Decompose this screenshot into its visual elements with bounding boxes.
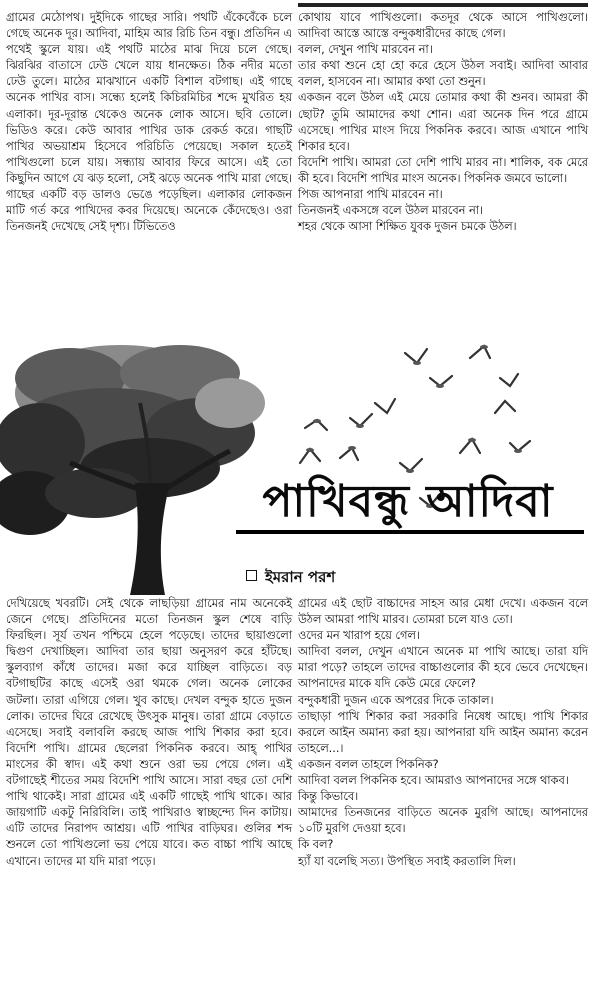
paragraph: আদিবা বলল, দেখুন এখানে অনেক মা পাখি আছে। তারা যদি মারা পড়ে? তাহলে তাদের বাচ্চাগুলোর কী হবে ভেবে দেখেছেন। আপনাদের মাকে যদি কেউ মেরে ফেলে? [298, 645, 588, 691]
paragraph: দেখিয়েছে খবরটি। সেই থেকে লাছড়িয়া গ্রামের নাম অনেকেই জেনে গেছে। প্রতিদিনের মতো তিনজন স্কুল শেষে বাড়ি ফিরছিল। সূর্য তখন পশ্চিমে হেলে পড়েছে। তাদের ছায়াগুলো দ্বিগুণ দেখাচ্ছিল। আদিবা তার ছায়া অনুসরণ করে হাঁটছে। স্কুলব্যাগ কাঁধে তাদের। মজা করে যাচ্ছিল বাড়িতে। বড় বটগাছটির কাছে এসেই ওরা থমকে গেল। অনেক লোকের জটলা। তারা এগিয়ে গেল। খুব কাছে। দেখল বন্দুক হাতে দুজন লোক। তাদের ঘিরে রেখেছে উৎসুক মানুষ। তারা গ্রামে বেড়াতে এসেছে। সবাই বলাবলি করছে আজ পাখি শিকার করা হবে। বিদেশি পাখি। গ্রামের ছেলেরা পিকনিক করবে। আহ্ পাখির মাংসের কী স্বাদ। এই কথা শুনে ওরা ভয় পেয়ে গেল। এই বটগাছেই শীতের সময় বিদেশি পাখি আসে। সারা বছর তো দেশি পাখি থাকেই। সারা গ্রামের এই একটি গাছেই পাখি থাকে। আর জায়গাটি একটু নিরিবিলি। তাই পাখিরাও স্বাচ্ছন্দ্যে দিন কাটায়। এটি তাদের নিরাপদ আশ্রয়। এটি পাখির বাড়িঘর। গুলির শব্দ শুনলে তো পাখিগুলো ভয় পেয়ে যাবে। কত বাচ্চা পাখি আছে এখানে। তাদের মা যদি মারা পড়ে। [6, 597, 292, 868]
paragraph: একজন বলল তাহলে পিকনিক? [298, 757, 439, 771]
title-underline [236, 530, 584, 534]
tree-and-birds-illustration [0, 333, 597, 595]
article-title: পাখিবন্ধু আদিবা [262, 476, 554, 527]
paragraph: আমাদের তিনজনের বাড়িতে অনেক মুরগি আছে। আপনাদের ১০টি মুরগি দেওয়া হবে। [298, 806, 588, 836]
paragraph: গ্রামের মেঠোপথ। দুইদিকে গাছের সারি। পথটি এঁকেবেঁকে চলে গেছে অনেক দূর। আদিবা, মাহিম আর রিচি তিন বন্ধু। প্রতিদিন এ পথেই স্কুলে যায়। এই পথটি মাঠের মাঝ দিয়ে চলে গেছে। ঝিরঝির বাতাসে ঢেউ খেলে যায় ধানক্ষেত। ঠিক নদীর মতো ঢেউ তুলে। মাঠের মাঝখানে একটি বিশাল বটগাছ। এই গাছে অনেক পাখির বাস। সন্ধ্যে হলেই কিচিরমিচির শব্দে মুখরিত হয় এলাকা। দূর-দূরান্ত থেকেও অনেক লোক আসে। ছবি তোলে। ভিডিও করে। কেউ আবার পাখির ডাক রেকর্ড করে। গাছটি পাখির অভয়াশ্রম হিসেবে পরিচিতি পেয়েছে। সকাল হতেই পাখিগুলো চলে যায়। সন্ধ্যায় আবার ফিরে আসে। এই তো কিছুদিন আগে যে ঝড় হলো, সেই ঝড়ে অনেক পাখি মারা গেছে। গাছের একটি বড় ডালও ভেঙে পড়েছিল। এলাকার লোকজন মাটি গর্ত করে পাখিদের কবর দিয়েছে। অনেকে কেঁদেছেও। ওরা তিনজনই দেখেছে সেই দৃশ্য। টিভিতেও [6, 11, 292, 234]
header-rule [298, 3, 588, 7]
column-top-left [6, 10, 292, 235]
paragraph: একজন বলে উঠল এই মেয়ে তোমার কথা কী শুনব। আমরা কী ছোট? তুমি আমাদের কথা শোন। এরা অনেক দিন পরে গ্রামে এসেছে। পাখির মাংস দিয়ে পিকনিক করবে। আজ এখানে পাখি শিকার হবে। [298, 91, 588, 153]
tree-foliage [0, 345, 265, 535]
paragraph: কি বল? [298, 838, 334, 852]
author-name: ইমরান পরশ [265, 568, 336, 586]
paragraph: হ্যাঁ যা বলেছি সত্য। উপস্থিত সবাই করতালি দিল। [298, 854, 516, 868]
paragraph: তাছাড়া পাখি শিকার করা সরকারি নিষেধ আছে। পাখি শিকার করলে আইন অমান্য করা হয়। আপনারা যদি আইন অমান্য করেন তাহলে...। [298, 709, 588, 755]
square-bullet-icon [246, 570, 257, 581]
paragraph: কোথায় যাবে পাখিগুলো। কতদূর থেকে আসে পাখিগুলো। আদিবা আস্তে আস্তে বন্দুকধারীদের কাছে গেল। [298, 11, 588, 41]
paragraph: গ্রামের এই ছোট বাচ্চাদের সাহস আর মেধা দেখে। একজন বলে উঠল আমরা পাখি মারব। তোমরা চলে যাও তো। [298, 597, 588, 627]
column-bottom-left [6, 596, 292, 870]
paragraph: ওদের মন খারাপ হয়ে গেল। [298, 629, 420, 643]
paragraph: শহর থেকে আসা শিক্ষিত যুবক দুজন চমকে উঠল। [298, 220, 517, 234]
paragraph: আদিবা বলল পিকনিক হবে। আমরাও আপনাদের সঙ্গে থাকব। [298, 774, 569, 788]
paragraph: বলল, দেখুন পাখি মারবেন না। [298, 43, 433, 57]
column-bottom-right [298, 596, 588, 870]
paragraph: তিনজনই একসঙ্গে বলে উঠল মারবেন না। [298, 204, 484, 218]
paragraph: পিজ আপনারা পাখি মারবেন না। [298, 188, 443, 202]
paragraph: কিন্তু কিভাবে। [298, 790, 359, 804]
column-top-right [298, 10, 588, 235]
byline [246, 566, 335, 591]
paragraph: বন্দুকধারী দুজন একে অপরের দিকে তাকাল। [298, 693, 494, 707]
paragraph: বিদেশি পাখি। আমরা তো দেশি পাখি মারব না। শালিক, বক মেরে কী হবে। বিদেশি পাখির মাংস অনেক। পিকনিক জমবে ভালো। [298, 155, 588, 185]
illustration [0, 333, 597, 595]
paragraph: তার কথা শুনে হো হো করে হেসে উঠল সবাই। আদিবা আবার বলল, হাসবেন না। আমার কথা তো শুনুন। [298, 59, 588, 89]
